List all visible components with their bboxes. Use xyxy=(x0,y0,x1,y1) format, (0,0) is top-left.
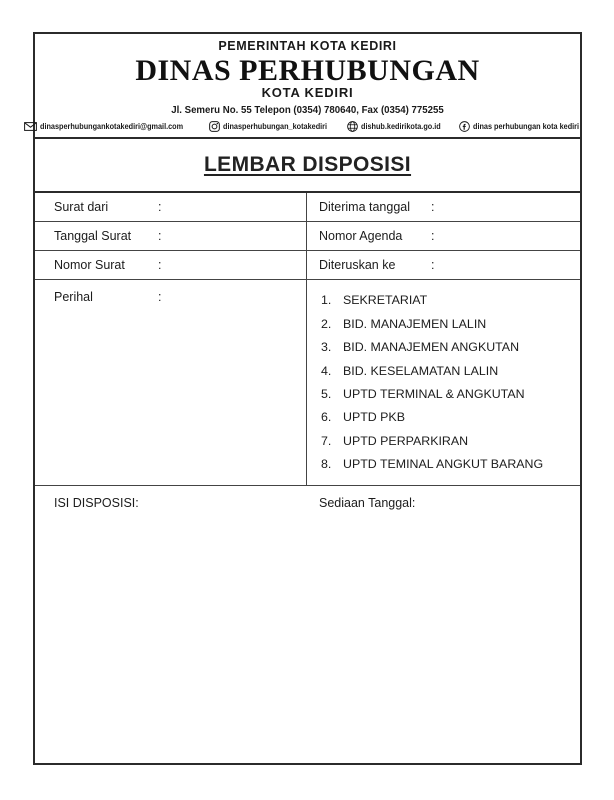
disposition-area xyxy=(35,486,580,738)
list-item[interactable] xyxy=(321,289,570,312)
document-title-row xyxy=(35,139,580,193)
list-item-label: UPTD PKB xyxy=(343,410,405,425)
field-nomor-surat-colon: : xyxy=(158,257,162,272)
field-nomor-surat-label: Nomor Surat xyxy=(54,257,125,272)
list-item-label: BID. KESELAMATAN LALIN xyxy=(343,363,499,378)
form-row-2 xyxy=(35,222,580,251)
field-sediaan-tanggal[interactable] xyxy=(307,486,580,738)
contact-instagram xyxy=(209,121,339,132)
field-nomor-surat[interactable] xyxy=(35,251,307,279)
list-item-number: 1. xyxy=(321,293,332,308)
contact-bar xyxy=(40,121,579,132)
list-item-number: 6. xyxy=(321,410,332,425)
field-perihal-label: Perihal xyxy=(54,289,93,304)
form-row-3 xyxy=(35,251,580,280)
list-item-label: BID. MANAJEMEN LALIN xyxy=(343,316,487,331)
list-item-number: 4. xyxy=(321,363,332,378)
list-item[interactable] xyxy=(321,453,570,476)
contact-facebook xyxy=(459,121,591,132)
form-row-1 xyxy=(35,193,580,222)
list-item-number: 3. xyxy=(321,340,332,355)
list-item-label: UPTD PERPARKIRAN xyxy=(343,433,469,448)
forward-target-list xyxy=(321,289,570,476)
field-diterima-tanggal-label: Diterima tanggal xyxy=(319,199,411,214)
website-icon xyxy=(347,121,358,132)
forward-target-list-cell xyxy=(307,280,580,485)
field-diterima-tanggal-colon: : xyxy=(431,199,435,214)
field-isi-disposisi[interactable] xyxy=(35,486,307,738)
field-diterima-tanggal[interactable] xyxy=(307,193,580,221)
list-item-number: 5. xyxy=(321,386,332,401)
list-item-number: 8. xyxy=(321,457,332,472)
agency-name: DINAS PERHUBUNGAN xyxy=(135,53,480,87)
government-line: PEMERINTAH KOTA KEDIRI xyxy=(218,39,397,53)
field-tanggal-surat-label: Tanggal Surat xyxy=(54,228,132,243)
field-diteruskan-ke-colon: : xyxy=(431,257,435,272)
contact-facebook-text: dinas perhubungan kota kediri xyxy=(472,121,579,131)
email-icon xyxy=(24,122,37,131)
list-item[interactable] xyxy=(321,336,570,359)
field-tanggal-surat-colon: : xyxy=(158,228,162,243)
list-item[interactable] xyxy=(321,382,570,405)
field-surat-dari-label: Surat dari xyxy=(54,199,109,214)
list-item-number: 7. xyxy=(321,433,332,448)
contact-email xyxy=(24,122,199,131)
contact-email-text: dinasperhubungankotakediri@gmail.com xyxy=(40,121,184,131)
contact-website xyxy=(347,121,450,132)
contact-instagram-text: dinasperhubungan_kotakediri xyxy=(222,121,327,131)
list-item-label: SEKRETARIAT xyxy=(343,293,428,308)
field-surat-dari-colon: : xyxy=(158,199,162,214)
instagram-icon xyxy=(209,121,220,132)
agency-address: Jl. Semeru No. 55 Telepon (0354) 780640, Fax (0354) 775255 xyxy=(171,104,444,117)
field-sediaan-tanggal-label: Sediaan Tanggal xyxy=(319,496,412,511)
field-nomor-agenda-colon: : xyxy=(431,228,435,243)
list-item-label: BID. MANAJEMEN ANGKUTAN xyxy=(343,340,520,355)
list-item-label: UPTD TEMINAL ANGKUT BARANG xyxy=(343,457,544,472)
list-item[interactable] xyxy=(321,312,570,335)
facebook-icon xyxy=(459,121,470,132)
field-perihal-colon: : xyxy=(158,289,162,304)
field-nomor-agenda-label: Nomor Agenda xyxy=(319,228,403,243)
page-title: LEMBAR DISPOSISI xyxy=(203,152,412,176)
disposition-form-sheet xyxy=(33,32,582,765)
agency-city: KOTA KEDIRI xyxy=(261,85,354,101)
field-diteruskan-ke[interactable] xyxy=(307,251,580,279)
field-sediaan-tanggal-colon: : xyxy=(411,496,416,511)
field-surat-dari[interactable] xyxy=(35,193,307,221)
list-item[interactable] xyxy=(321,429,570,452)
field-nomor-agenda[interactable] xyxy=(307,222,580,250)
field-isi-disposisi-colon: : xyxy=(135,496,139,511)
letterhead xyxy=(35,34,580,139)
field-diteruskan-ke-label: Diteruskan ke xyxy=(319,257,396,272)
field-perihal[interactable] xyxy=(35,280,307,485)
list-item-number: 2. xyxy=(321,316,332,331)
contact-website-text: dishub.kedirikota.go.id xyxy=(361,121,441,131)
form-grid xyxy=(35,193,580,738)
list-item[interactable] xyxy=(321,406,570,429)
list-item[interactable] xyxy=(321,359,570,382)
list-item-label: UPTD TERMINAL & ANGKUTAN xyxy=(343,386,525,401)
field-tanggal-surat[interactable] xyxy=(35,222,307,250)
field-isi-disposisi-label: ISI DISPOSISI xyxy=(54,496,136,511)
form-row-4 xyxy=(35,280,580,486)
